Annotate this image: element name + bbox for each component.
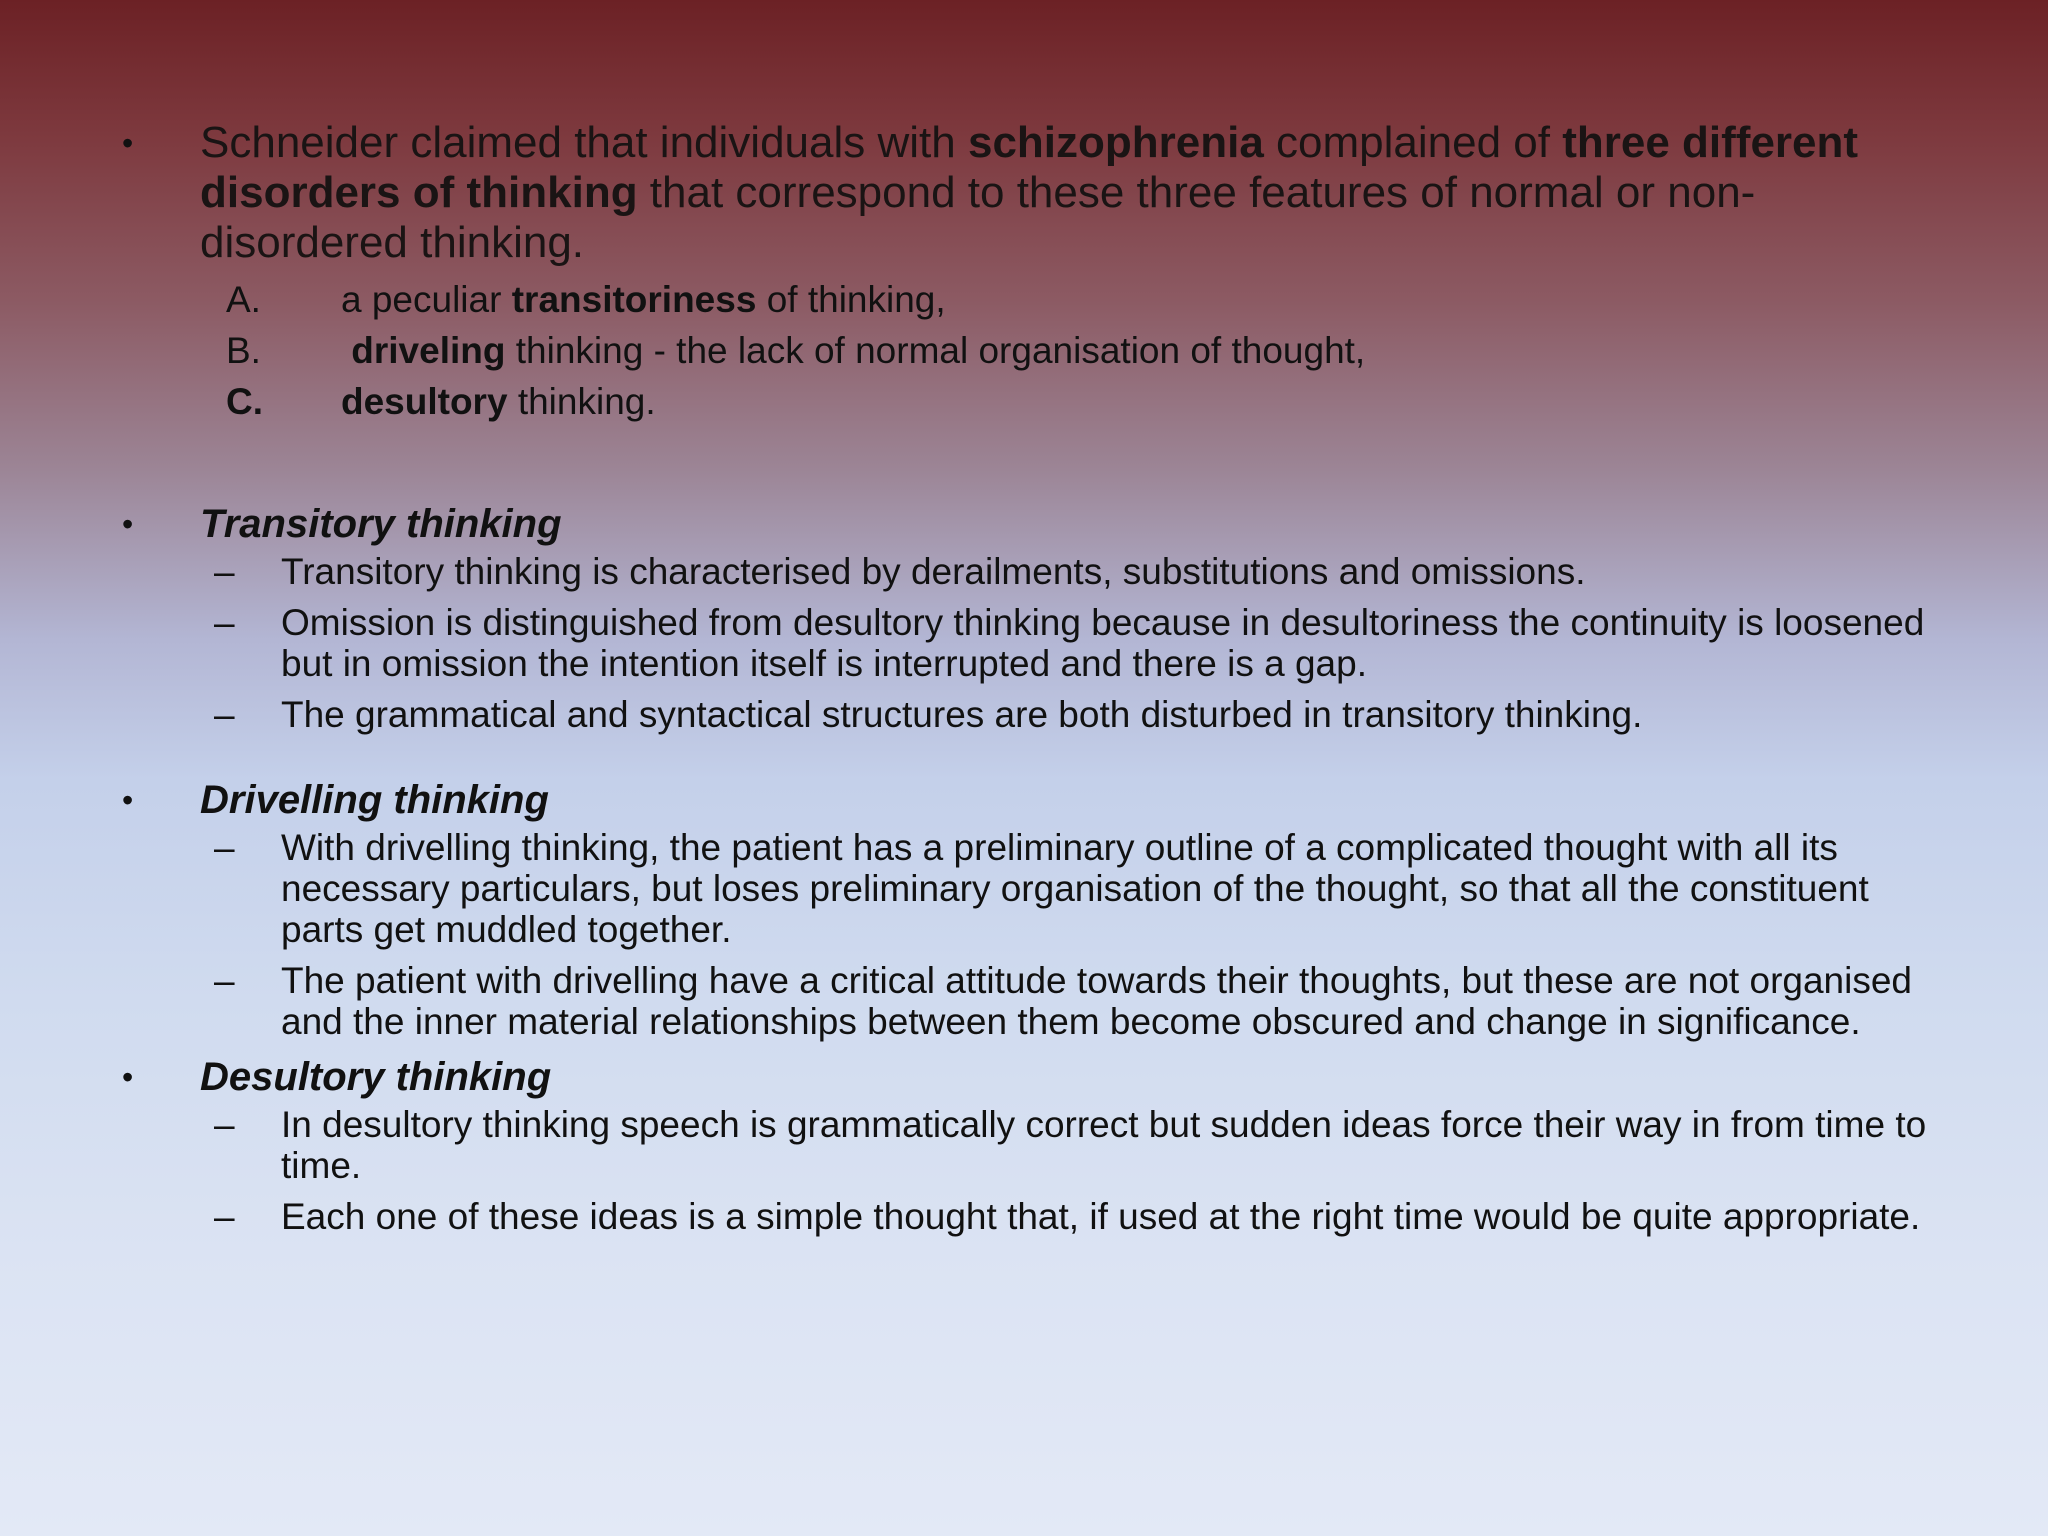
point-text: Each one of these ideas is a simple thought that, if used at the right time would be quite appropriate. — [281, 1196, 1921, 1237]
bullet-icon: • — [122, 506, 134, 542]
point-text: The patient with drivelling have a critical attitude towards their thoughts, but these are not organised and the inner material relationships between them become obscured and change in significance. — [281, 960, 1912, 1042]
point-text: With drivelling thinking, the patient has a preliminary outline of a complicated thought with all its necessary particulars, but loses preliminary organisation of the thought, so that all the constituent parts get muddled together. — [281, 827, 1869, 950]
feature-text — [341, 330, 351, 371]
dash-icon: – — [214, 694, 235, 735]
feature-text: thinking - the lack of normal organisation of thought, — [505, 330, 1366, 371]
intro-bullet-item — [122, 118, 1942, 268]
bullet-icon: • — [122, 1059, 134, 1095]
point-text: In desultory thinking speech is grammatically correct but sudden ideas force their way in from time to time. — [281, 1104, 1927, 1186]
list-marker: C. — [226, 381, 263, 422]
list-item — [214, 551, 1942, 592]
section-desultory — [122, 1052, 1942, 1102]
intro-text-part: complained of — [1263, 118, 1563, 167]
feature-item-c — [226, 376, 1942, 427]
feature-text: thinking. — [507, 381, 656, 422]
feature-bold-term: desultory — [341, 381, 508, 422]
dash-icon: – — [214, 1104, 235, 1145]
section-points — [122, 1104, 1942, 1237]
intro-bold-term: schizophrenia — [967, 118, 1264, 167]
section-drivelling — [122, 775, 1942, 825]
dash-icon: – — [214, 1196, 235, 1237]
list-item — [214, 602, 1942, 684]
intro-bold-term: three different disorders of thinking — [200, 118, 1859, 217]
point-text: The grammatical and syntactical structures are both disturbed in transitory thinking. — [281, 694, 1643, 735]
dash-icon: – — [214, 827, 235, 868]
dash-icon: – — [214, 602, 235, 643]
list-item — [214, 1104, 1942, 1186]
section-transitory — [122, 499, 1942, 549]
dash-icon: – — [214, 960, 235, 1001]
list-marker: A. — [226, 279, 261, 320]
section-heading: Transitory thinking — [200, 502, 562, 546]
intro-text-part: that correspond to these three features of normal or non-disordered thinking. — [200, 168, 1756, 267]
section-heading: Desultory thinking — [200, 1055, 552, 1099]
list-item — [214, 1196, 1942, 1237]
point-text: Omission is distinguished from desultory thinking because in desultoriness the continuity is loosened but in omission the intention itself is interrupted and there is a gap. — [281, 602, 1925, 684]
feature-text: of thinking, — [756, 279, 946, 320]
list-item — [214, 694, 1942, 735]
list-marker: B. — [226, 330, 261, 371]
feature-text: a peculiar — [341, 279, 512, 320]
feature-item-b — [226, 325, 1942, 376]
point-text: Transitory thinking is characterised by derailments, substitutions and omissions. — [281, 551, 1586, 592]
intro-text-part: Schneider claimed that individuals with — [200, 118, 968, 167]
feature-bold-term: transitoriness — [511, 279, 757, 320]
bullet-icon: • — [122, 782, 134, 818]
feature-list — [122, 274, 1942, 427]
feature-item-a — [226, 274, 1942, 325]
list-item — [214, 960, 1942, 1042]
dash-icon: – — [214, 551, 235, 592]
section-points — [122, 551, 1942, 735]
intro-paragraph — [200, 118, 1942, 268]
slide-content — [122, 118, 1942, 1247]
bullet-icon: • — [122, 125, 134, 161]
section-heading: Drivelling thinking — [200, 778, 549, 822]
section-points — [122, 827, 1942, 1042]
list-item — [214, 827, 1942, 950]
feature-bold-term: driveling — [351, 330, 506, 371]
